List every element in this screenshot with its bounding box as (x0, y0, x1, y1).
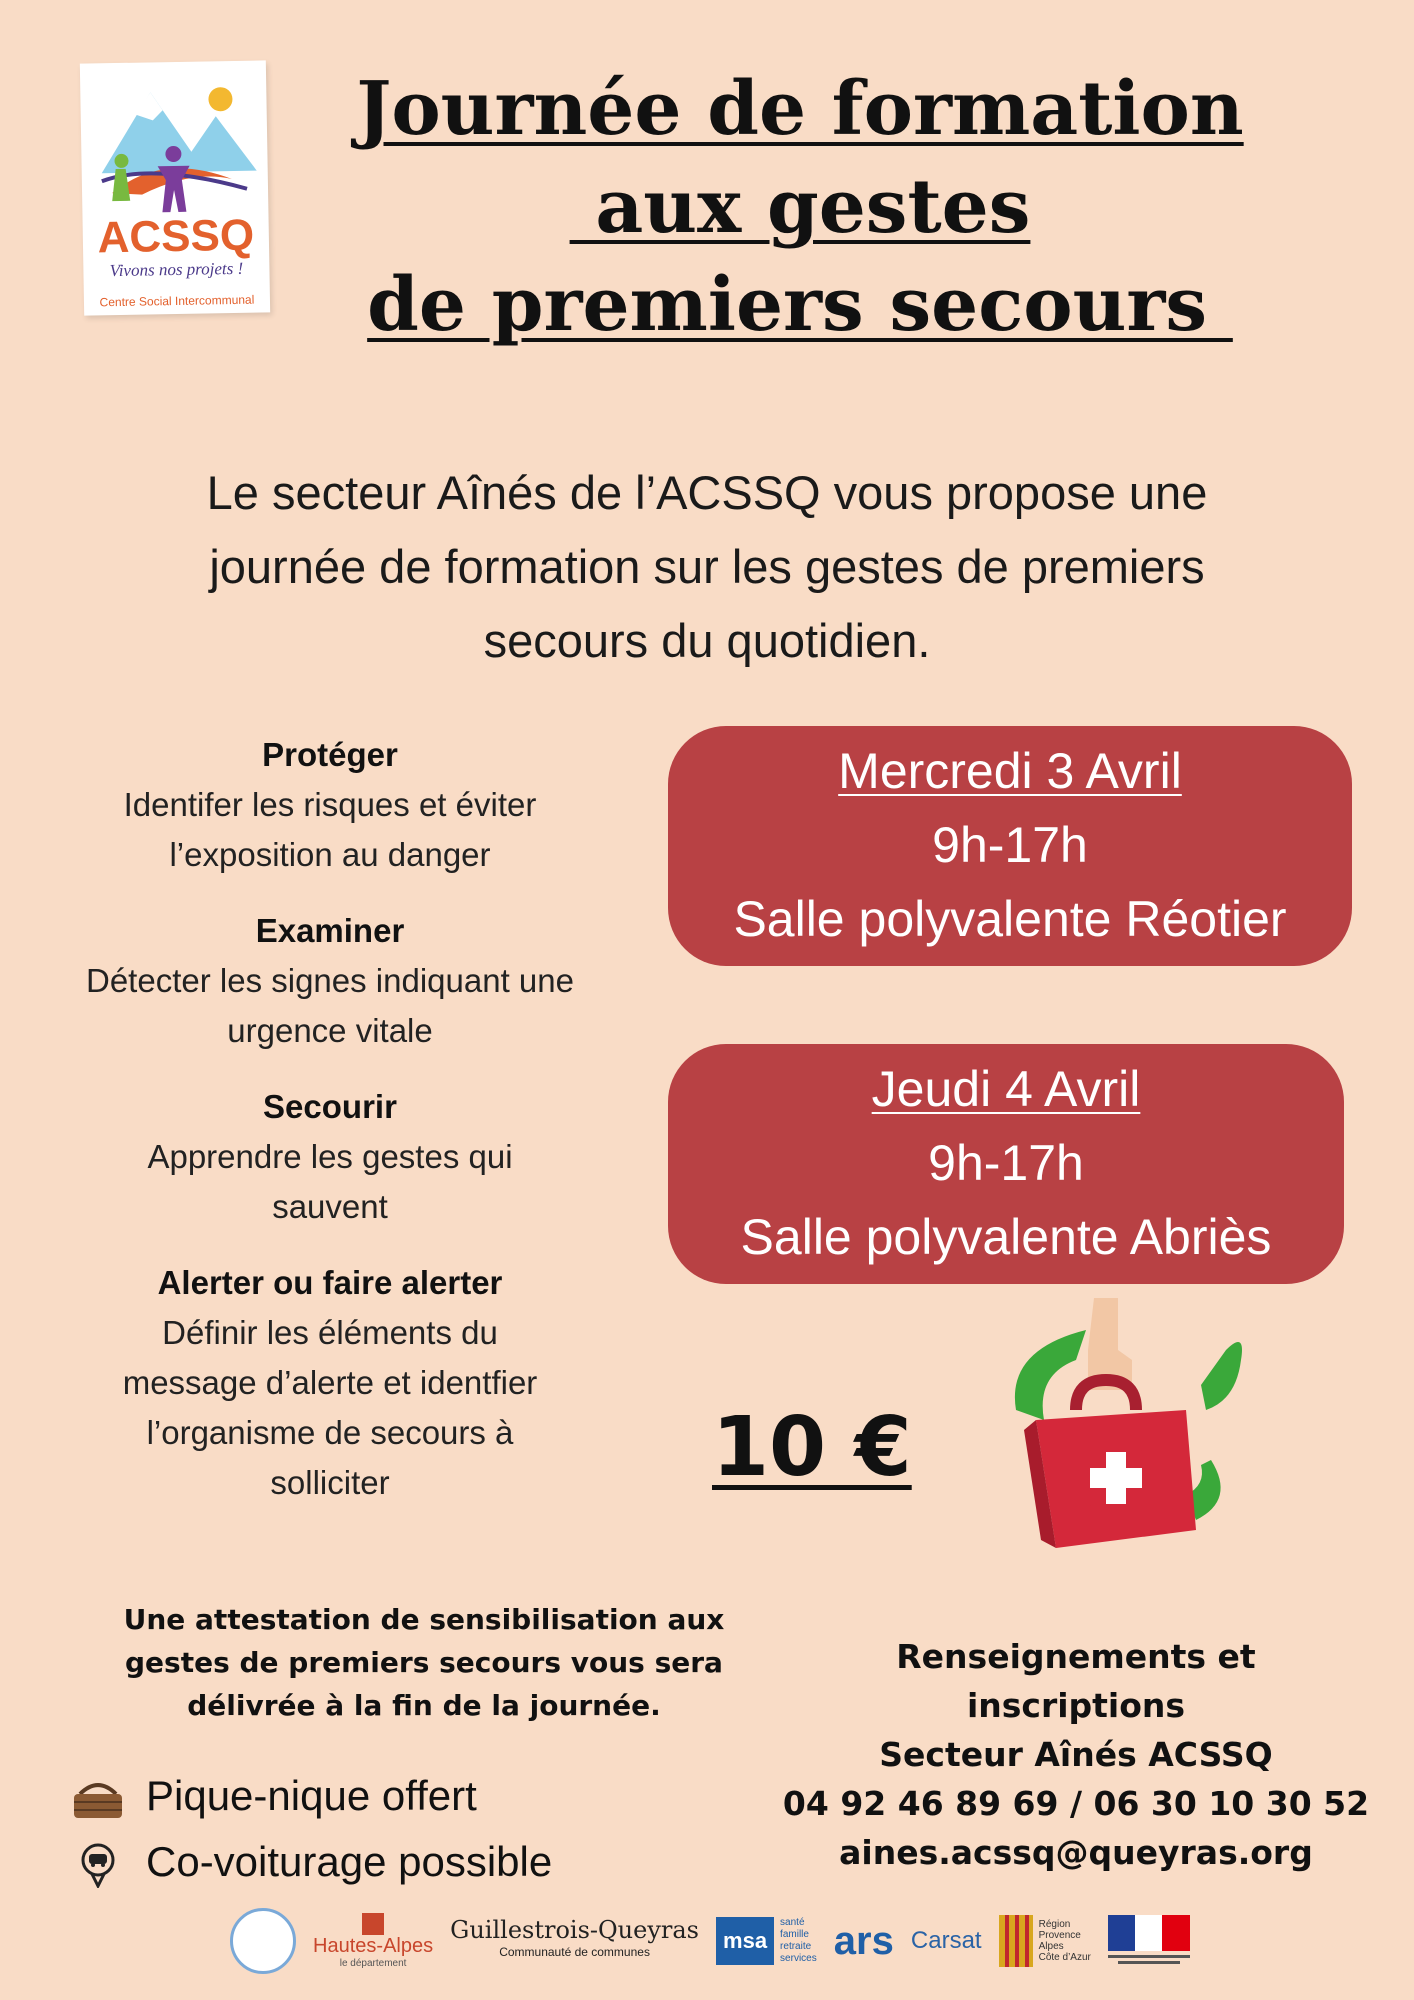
session-place: Salle polyvalente Réotier (733, 891, 1287, 947)
steps-list (30, 730, 630, 1534)
region-text-3: Alpes (1038, 1941, 1064, 1952)
partner-hautes-alpes (313, 1913, 433, 1969)
step-title: Alerter ou faire alerter (157, 1264, 503, 1301)
step-title: Examiner (255, 912, 405, 949)
attestation-line-3: délivrée à la fin de la journée. (187, 1689, 661, 1722)
step-desc: l’organisme de secours à (146, 1414, 514, 1451)
msa-text-2: famille (780, 1929, 809, 1940)
session-box-abries (668, 1044, 1344, 1284)
partner-circle-icon (230, 1908, 296, 1974)
partner-logos (230, 1906, 1190, 1976)
picnic-basket-icon (70, 1776, 126, 1822)
step-title: Protéger (262, 736, 398, 773)
contact-line-2: inscriptions (966, 1686, 1186, 1725)
logo-name: ACSSQ (97, 210, 255, 263)
partner-republique-francaise (1108, 1915, 1190, 1967)
price: 10 € (712, 1400, 912, 1495)
step-desc: urgence vitale (227, 1012, 433, 1049)
hautes-alpes-sub: le département (339, 1958, 407, 1969)
mountain-logo-icon (80, 60, 269, 223)
step-secourir (30, 1082, 630, 1232)
title-line-3: de premiers secours (367, 262, 1233, 348)
page-title (300, 60, 1300, 354)
step-desc: Identifer les risques et éviter (123, 786, 537, 823)
session-hours: 9h-17h (932, 817, 1088, 873)
contact-block (776, 1632, 1376, 1877)
perk-picnic (70, 1772, 477, 1822)
partner-ars (834, 1919, 894, 1964)
msa-text-4: services (780, 1953, 817, 1964)
step-desc: Apprendre les gestes qui (147, 1138, 513, 1175)
gq-sub: Communauté de communes (499, 1945, 650, 1959)
title-line-1: Journée de formation (356, 66, 1244, 152)
step-desc: Détecter les signes indiquant une (86, 962, 574, 999)
step-proteger (30, 730, 630, 880)
gq-label: Guillestrois-Queyras (450, 1916, 699, 1944)
attestation-line-2: gestes de premiers secours vous sera (125, 1646, 723, 1679)
step-desc: message d’alerte et identfier (122, 1364, 538, 1401)
contact-phones[interactable]: 04 92 46 89 69 / 06 30 10 30 52 (782, 1784, 1370, 1823)
intro-line-2: journée de formation sur les gestes de premiers (209, 540, 1205, 593)
partner-carsat (911, 1927, 982, 1955)
msa-text-3: retraite (780, 1941, 812, 1952)
ars-logo: ars (833, 1918, 894, 1963)
session-box-reotier (668, 726, 1352, 966)
hautes-alpes-label: Hautes-Alpes (313, 1935, 434, 1957)
session-date: Jeudi 4 Avril (871, 1061, 1141, 1117)
step-examiner (30, 906, 630, 1056)
intro-line-1: Le secteur Aînés de l’ACSSQ vous propose une (206, 466, 1208, 519)
intro-line-3: secours du quotidien. (483, 614, 931, 667)
attestation-text (104, 1598, 744, 1727)
step-desc: Définir les éléments du (162, 1314, 498, 1351)
logo-tagline: Vivons nos projets ! (109, 258, 244, 281)
msa-text (780, 1917, 817, 1965)
intro-text (60, 456, 1354, 678)
first-aid-kit-icon (996, 1290, 1256, 1560)
step-desc: sauvent (272, 1188, 388, 1225)
carsat-logo: Carsat (910, 1927, 982, 1954)
logo-subtitle: Centre Social Intercommunal (99, 292, 255, 310)
title-line-2: aux gestes (569, 164, 1031, 250)
partner-guillestrois-queyras (450, 1916, 699, 1963)
step-desc: l’exposition au danger (169, 836, 491, 873)
step-title: Secourir (263, 1088, 397, 1125)
contact-email[interactable]: aines.acssq@queyras.org (839, 1833, 1313, 1872)
region-text-1: Région (1038, 1919, 1071, 1930)
region-text (1039, 1919, 1091, 1963)
session-hours: 9h-17h (928, 1135, 1084, 1191)
msa-text-1: santé (780, 1917, 805, 1928)
partner-circle-logo (230, 1908, 296, 1974)
step-alerter (30, 1258, 630, 1508)
step-desc: solliciter (270, 1464, 390, 1501)
contact-line-1: Renseignements et (896, 1637, 1256, 1676)
perk-carpool (70, 1838, 552, 1888)
msa-logo: msa (716, 1917, 774, 1965)
partner-region (999, 1915, 1091, 1967)
partner-msa (716, 1917, 817, 1965)
hautes-alpes-crest-icon (362, 1913, 384, 1935)
session-date: Mercredi 3 Avril (838, 743, 1182, 799)
region-flag-icon (999, 1915, 1033, 1967)
republique-francaise-icon (1108, 1915, 1190, 1967)
region-text-4: Côte d’Azur (1038, 1952, 1091, 1963)
session-place: Salle polyvalente Abriès (740, 1209, 1272, 1265)
perk-carpool-label: Co-voiturage possible (146, 1838, 553, 1885)
contact-line-3: Secteur Aînés ACSSQ (879, 1735, 1273, 1774)
car-pin-icon (70, 1842, 126, 1888)
region-text-2: Provence (1038, 1930, 1081, 1941)
perk-picnic-label: Pique-nique offert (146, 1772, 477, 1819)
acssq-logo (80, 60, 270, 315)
attestation-line-1: Une attestation de sensibilisation aux (123, 1603, 725, 1636)
